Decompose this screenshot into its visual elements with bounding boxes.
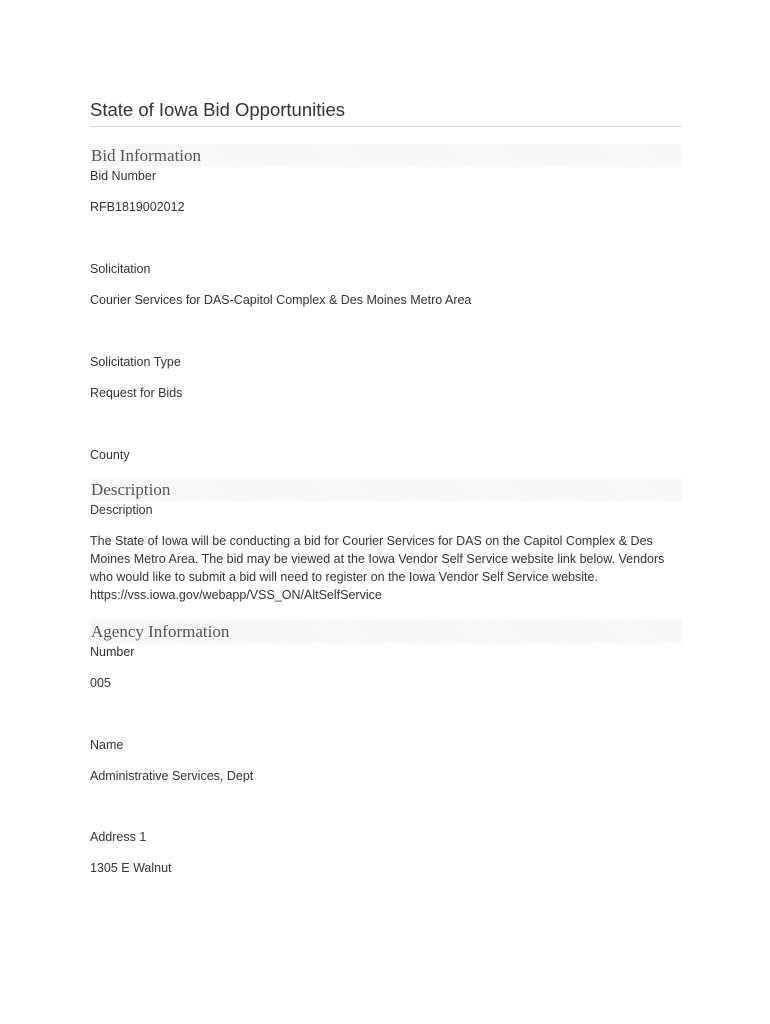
page-title: State of Iowa Bid Opportunities <box>90 98 682 127</box>
agency-name-value: Administrative Services, Dept <box>90 769 254 783</box>
solicitation-type-label: Solicitation Type <box>90 355 181 369</box>
agency-number-label: Number <box>90 645 135 659</box>
solicitation-type-value: Request for Bids <box>90 386 183 400</box>
section-header-agency-information: Agency Information <box>90 620 682 643</box>
county-label: County <box>90 448 130 462</box>
description-text: The State of Iowa will be conducting a bid for Courier Services for DAS on the Capitol Complex & Des Moines Metro Area. The bid may be viewed at the Iowa Vendor Self Service website link below. Vendors who would like to submit a bid will need to register on the Iowa Vendor Self Service website. https://vss.iowa.gov/webapp/VSS_ON/AltSelfService <box>90 534 665 602</box>
address1-label: Address 1 <box>90 830 147 844</box>
section-header-description: Description <box>90 478 682 501</box>
bid-number-label: Bid Number <box>90 169 156 183</box>
solicitation-label: Solicitation <box>90 262 151 276</box>
document-page <box>90 98 682 877</box>
agency-name-label: Name <box>90 738 124 752</box>
solicitation-value: Courier Services for DAS-Capitol Complex & Des Moines Metro Area <box>90 293 472 307</box>
agency-number-value: 005 <box>90 676 111 690</box>
description-label: Description <box>90 503 153 517</box>
bid-number-value: RFB1819002012 <box>90 200 185 214</box>
address1-value: 1305 E Walnut <box>90 861 172 875</box>
section-header-bid-information: Bid Information <box>90 144 682 167</box>
